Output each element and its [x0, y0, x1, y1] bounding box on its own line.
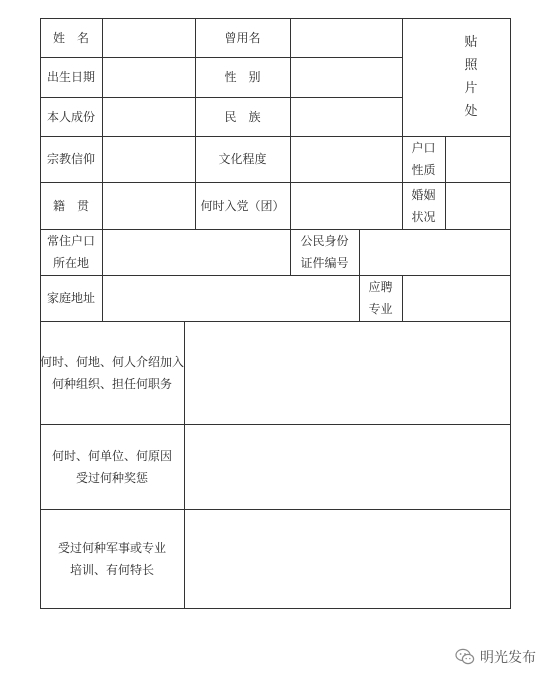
- label-household-type: 户口 性质: [411, 141, 436, 177]
- applied-major-field[interactable]: [403, 276, 510, 321]
- marital-status-field[interactable]: [446, 183, 510, 229]
- religion-field[interactable]: [103, 137, 195, 182]
- id-number-field[interactable]: [360, 230, 510, 275]
- label-applied-major: 应聘 专业: [368, 280, 393, 316]
- former-name-field[interactable]: [291, 19, 402, 57]
- label-residence: 常住户口 所在地: [46, 234, 95, 270]
- home-address-field[interactable]: [103, 276, 359, 321]
- label-religion: 宗教信仰: [46, 152, 95, 166]
- awards-penalties-field[interactable]: [185, 425, 510, 509]
- label-gender: 性 别: [224, 70, 261, 84]
- form-border-right: [510, 18, 511, 609]
- name-field[interactable]: [103, 19, 195, 57]
- label-awards-penalties: 何时、何单位、何原因 受过何种奖惩: [51, 448, 172, 485]
- birth-date-field[interactable]: [103, 58, 195, 97]
- photo-area[interactable]: 贴 照 片 处: [464, 35, 478, 119]
- label-ethnicity: 民 族: [224, 109, 261, 124]
- education-field[interactable]: [291, 137, 402, 182]
- label-party-join-date: 何时入党（团）: [200, 198, 285, 213]
- training-skills-field[interactable]: [185, 510, 510, 608]
- label-training-skills: 受过何种军事或专业 培训、有何特长: [57, 540, 166, 577]
- label-birth-date: 出生日期: [46, 70, 95, 84]
- label-id-number: 公民身份 证件编号: [300, 234, 349, 270]
- label-organization-history: 何时、何地、何人介绍加入 何种组织、担任何职务: [40, 354, 185, 391]
- label-native-place: 籍 贯: [52, 198, 89, 213]
- form-border-bottom: [40, 608, 510, 609]
- household-type-field[interactable]: [446, 137, 510, 182]
- label-home-address: 家庭地址: [46, 291, 95, 305]
- label-marital-status: 婚姻 状况: [411, 187, 436, 224]
- watermark-text: 明光发布: [480, 650, 536, 666]
- personal-status-field[interactable]: [103, 98, 195, 136]
- watermark: [455, 646, 536, 668]
- wechat-icon: [455, 648, 475, 666]
- label-education: 文化程度: [218, 152, 267, 166]
- label-name: 姓 名: [52, 30, 89, 45]
- organization-history-field[interactable]: [185, 322, 510, 424]
- native-place-field[interactable]: [103, 183, 195, 229]
- residence-field[interactable]: [103, 230, 290, 275]
- gender-field[interactable]: [291, 58, 402, 97]
- label-personal-status: 本人成份: [46, 109, 95, 124]
- party-join-date-field[interactable]: [291, 183, 402, 229]
- ethnicity-field[interactable]: [291, 98, 402, 136]
- label-former-name: 曾用名: [224, 30, 261, 45]
